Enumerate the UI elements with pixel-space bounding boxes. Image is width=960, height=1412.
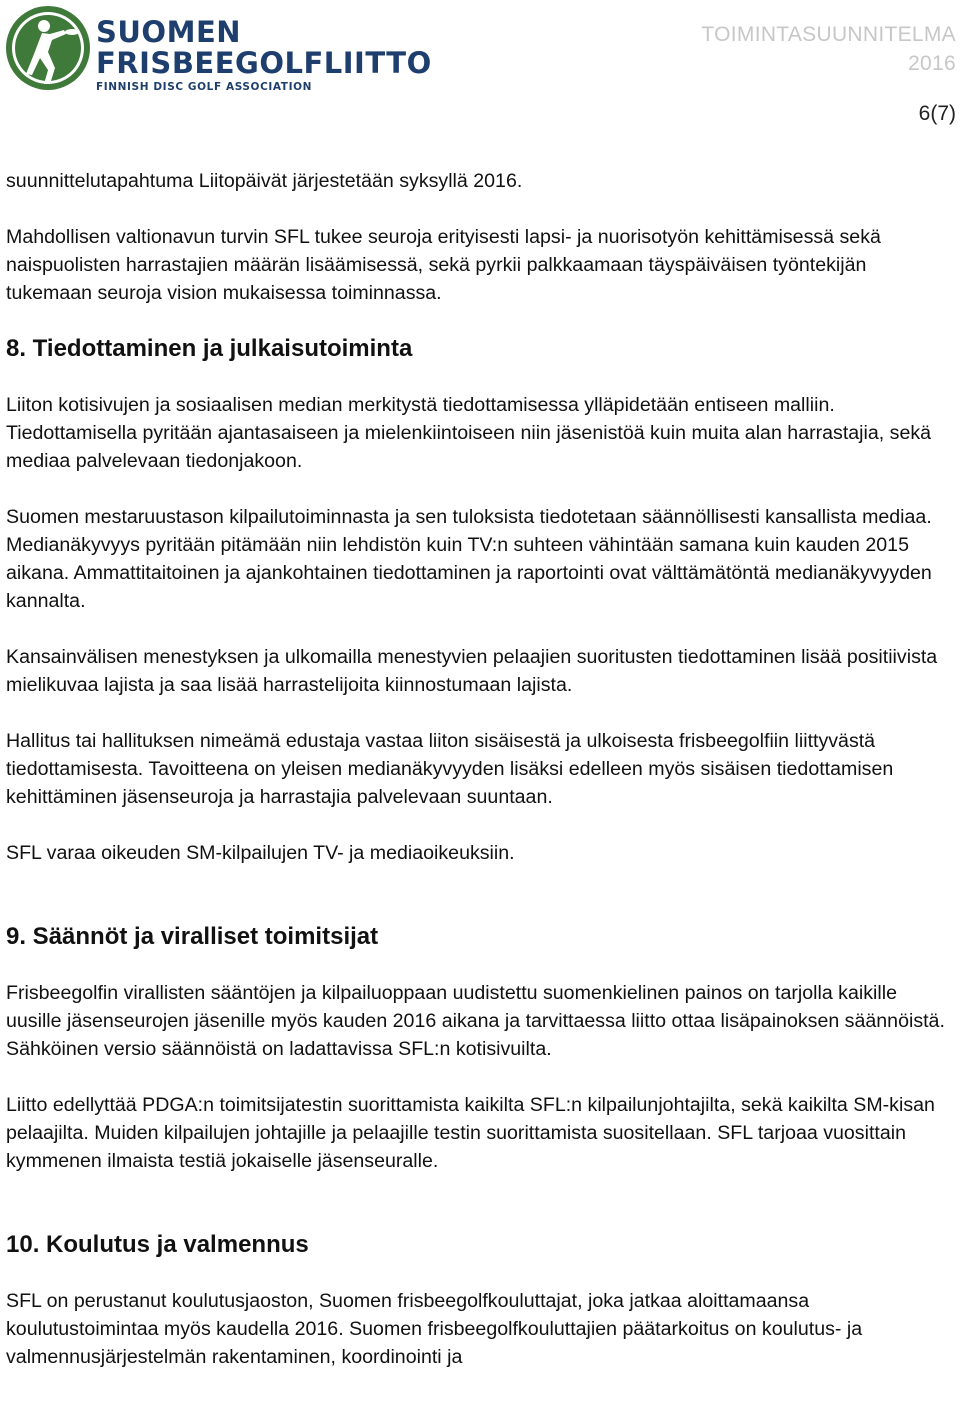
organization-logo-text (96, 15, 432, 93)
paragraph: Suomen mestaruustason kilpailutoiminnasta ja sen tuloksista tiedotetaan säännöllisesti kansallista mediaa. Medianäkyvyys pyritään pitämään niin lehdistön kuin TV:n suhteen vähintään samana kuin kauden 2015 aikana. Ammattitaitoinen ja ajankohtainen tiedottaminen ja raportointi ovat välttämätöntä medianäkyvyyden kannalta. (6, 506, 932, 612)
section-heading-10: 10. Koulutus ja valmennus (6, 1231, 309, 1258)
logo-line-english-name: FINNISH DISC GOLF ASSOCIATION (96, 81, 312, 93)
spacer (6, 1203, 954, 1231)
paragraph: SFL on perustanut koulutusjaoston, Suomen frisbeegolfkouluttajat, joka jatkaa aloittamaansa koulutustoimintaa myös kaudella 2016. Suomen frisbeegolfkouluttajien päätarkoitus on koulutus- ja valmennusjärjestelmän rakentaminen, koordinointi ja (6, 1290, 863, 1368)
logo-line-frisbeegolfliitto: FRISBEEGOLFLIITTO (96, 46, 432, 80)
page-number: 6(7) (918, 102, 956, 125)
paragraph: Frisbeegolfin virallisten sääntöjen ja kilpailuoppaan uudistettu suomenkielinen painos on tarjolla kaikille uusille jäsenseurojen jäsenille myös kauden 2016 aikana ja tarvittaessa liitto ottaa lisäpainoksen säännöistä. Sähköinen versio säännöistä on ladattavissa SFL:n kotisivuilta. (6, 982, 945, 1060)
spacer (6, 895, 954, 923)
document-body (6, 167, 954, 1399)
paragraph: Liitto edellyttää PDGA:n toimitsijatestin suorittamista kaikilta SFL:n kilpailunjohtajilta, sekä kaikilta SM-kisan pelaajilta. Muiden kilpailujen johtajille ja pelaajille testin suorittamista suositellaan. SFL tarjoaa vuosittain kymmenen ilmaista testiä jokaiselle jäsenseuralle. (6, 1094, 935, 1172)
document-title-text: TOIMINTASUUNNITELMA (701, 23, 956, 46)
section-heading-8: 8. Tiedottaminen ja julkaisutoiminta (6, 335, 413, 362)
paragraph: Kansainvälisen menestyksen ja ulkomailla menestyvien pelaajien suoritusten tiedottaminen lisää positiivista mielikuvaa lajista ja saa lisää harrastelijoita kiinnostumaan lajista. (6, 646, 938, 696)
paragraph: suunnittelutapahtuma Liitopäivät järjestetään syksyllä 2016. (6, 170, 523, 192)
paragraph: Mahdollisen valtionavun turvin SFL tukee seuroja erityisesti lapsi- ja nuorisotyön kehittämisessä sekä naispuolisten harrastajien määrän lisäämisessä, sekä pyrkii palkkaamaan täyspäiväisen työntekijän tukemaan seuroja vision mukaisessa toiminnassa. (6, 226, 881, 304)
section-heading-9: 9. Säännöt ja viralliset toimitsijat (6, 923, 379, 950)
paragraph: SFL varaa oikeuden SM-kilpailujen TV- ja mediaoikeuksiin. (6, 842, 515, 864)
disc-golf-player-logo-icon (4, 4, 92, 92)
paragraph: Liiton kotisivujen ja sosiaalisen median merkitystä tiedottamisessa ylläpidetään entiseen malliin. Tiedottamisella pyritään ajantasaiseen ja mielenkiintoiseen niin jäsenistöä kuin muita alan harrastajia, sekä mediaa palvelevaan tiedonjakoon. (6, 394, 932, 472)
paragraph: Hallitus tai hallituksen nimeämä edustaja vastaa liiton sisäisestä ja ulkoisesta frisbeegolfiin liittyvästä tiedottamisesta. Tavoitteena on yleisen medianäkyvyyden lisäksi edelleen myös sisäisen tiedottamisen kehittäminen jäsenseuroja ja harrastajia palvelevaan suuntaan. (6, 730, 894, 808)
document-title (701, 20, 956, 78)
page-header (0, 0, 960, 125)
logo-line-suomen: SUOMEN (96, 15, 242, 49)
document-year: 2016 (908, 52, 956, 75)
